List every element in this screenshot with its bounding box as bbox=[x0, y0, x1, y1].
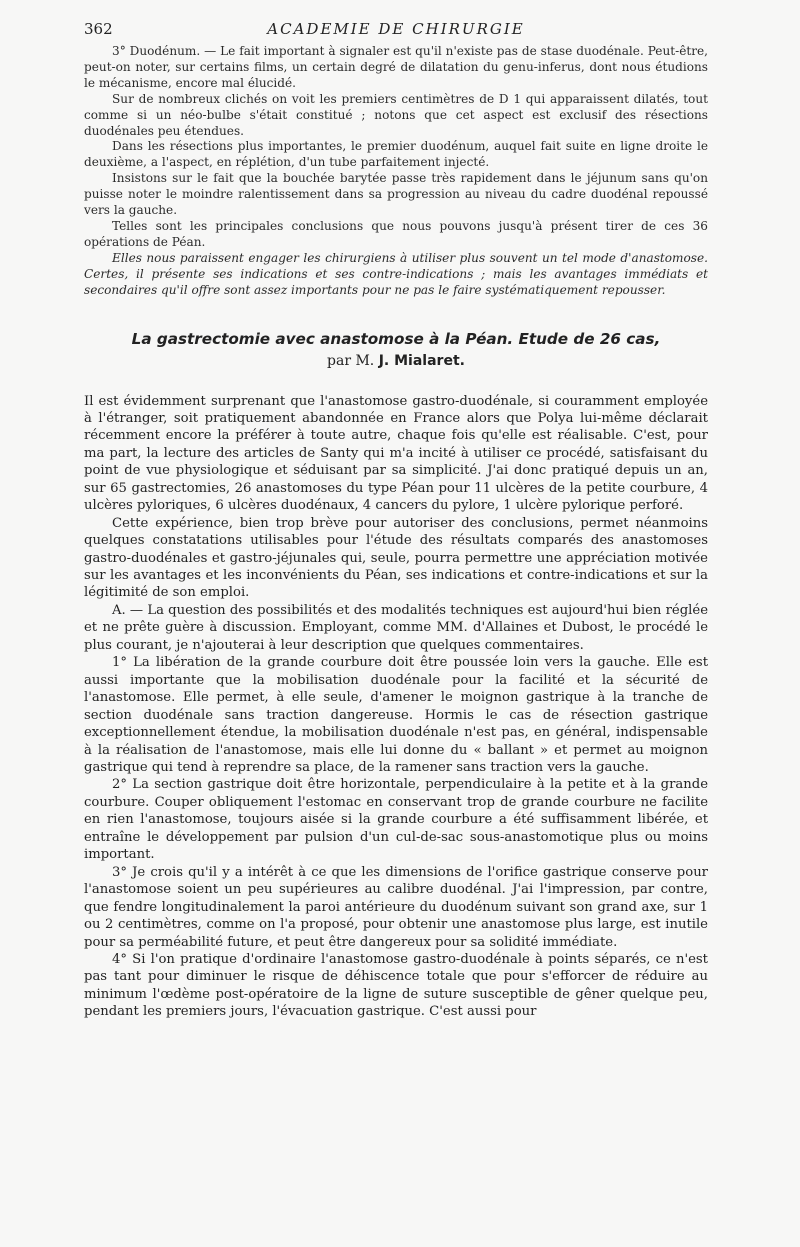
paragraph: 2° La section gastrique doit être horizontale, perpendiculaire à la petite et à la grande courbure. Couper obliquement l'estomac en conservant trop de grande courbure ne facilite en rien l'anastomose, toujours aisée si la grande courbure a été suffisamment libérée, et entraîne le développement par pulsion d'un cul-de-sac sous-anastomotique plus ou moins important. bbox=[84, 777, 708, 863]
article-body bbox=[84, 393, 708, 1021]
author-name: J. Mialaret. bbox=[378, 352, 465, 369]
article-title: La gastrectomie avec anastomose à la Péan. Etude de 26 cas, bbox=[131, 329, 661, 348]
paragraph: A. — La question des possibilités et des modalités techniques est aujourd'hui bien réglée et ne prête guère à discussion. Employant, comme MM. d'Allaines et Dubost, le procédé le plus courant, je n'ajouterai à leur description que quelques commentaires. bbox=[84, 602, 708, 653]
paragraph: Insistons sur le fait que la bouchée barytée passe très rapidement dans le jéjunum sans qu'on puisse noter le moindre ralentissement dans sa progression au niveau du cadre duodénal repoussé vers la gauche. bbox=[84, 171, 708, 218]
paragraph: 1° La libération de la grande courbure doit être poussée loin vers la gauche. Elle est aussi importante que la mobilisation duodénale pour la facilité et la sécurité de l'anastomose. Elle permet, à elle seule, d'amener le moignon gastrique à la tranche de section duodénale sans traction dangereuse. Hormis le cas de résection gastrique exceptionnellement étendue, la mobilisation duodénale n'est pas, en général, indispensable à la réalisation de l'anastomose, mais elle lui donne du « ballant » et permet au moignon gastrique qui tend à reprendre sa place, de la ramener sans traction vers la gauche. bbox=[84, 655, 708, 776]
byline bbox=[84, 351, 708, 371]
paragraph: 3° Je crois qu'il y a intérêt à ce que les dimensions de l'orifice gastrique conserve pour l'anastomose soient un peu supérieures au calibre duodénal. J'ai l'impression, par contre, que fendre longitudinalement la paroi antérieure du duodénum suivant son grand axe, sur 1 ou 2 centimètres, comme on l'a proposé, pour obtenir une anastomose plus large, est inutile pour sa perméabilité future, et peut être dangereux pour sa solidité immédiate. bbox=[84, 864, 708, 950]
previous-article-conclusion bbox=[84, 44, 708, 299]
journal-title: ACADEMIE DE CHIRURGIE bbox=[267, 20, 525, 38]
paragraph: 3° Duodénum. — Le fait important à signaler est qu'il n'existe pas de stase duodénale. Peut-être, peut-on noter, sur certains films, un certain degré de dilatation du genu-inferus, dont nous étudions le mécanisme, encore mal élucidé. bbox=[84, 44, 708, 90]
running-header bbox=[84, 14, 708, 44]
paragraph: Dans les résections plus importantes, le premier duodénum, auquel fait suite en ligne droite le deuxième, a l'aspect, en réplétion, d'un tube parfaitement injecté. bbox=[84, 139, 708, 170]
italic-conclusion-paragraph: Elles nous paraissent engager les chirurgiens à utiliser plus souvent un tel mode d'anastomose. Certes, il présente ses indications et ses contre-indications ; mais les avantages immédiats et secondaires qu'il offre sont assez importants pour ne pas le faire systématiquement repousser. bbox=[84, 250, 708, 297]
paragraph: Sur de nombreux clichés on voit les premiers centimètres de D 1 qui apparaissent dilatés, tout comme si un néo-bulbe s'était constitué ; notons que cet aspect est exclusif des résections duodénales peu étendues. bbox=[84, 91, 708, 138]
paragraph: Il est évidemment surprenant que l'anastomose gastro-duodénale, si couramment employée à l'étranger, soit pratiquement abandonnée en France alors que Polya lui-même déclarait récemment encore la préférer à toute autre, chaque fois qu'elle est réalisable. C'est, pour ma part, la lecture des articles de Santy qui m'a incité à utiliser ce procédé, satisfaisant du point de vue physiologique et séduisant par sa simplicité. J'ai donc pratiqué depuis un an, sur 65 gastrectomies, 26 anastomoses du type Péan pour 11 ulcères de la petite courbure, 4 ulcères pyloriques, 6 ulcères duodénaux, 4 cancers du pylore, 1 ulcère pylorique perforé. bbox=[84, 393, 708, 514]
paragraph: Cette expérience, bien trop brève pour autoriser des conclusions, permet néanmoins quelques constatations utilisables pour l'étude des résultats comparés des anastomoses gastro-duodénales et gastro-jéjunales qui, seule, pourra permettre une appréciation motivée sur les avantages et les inconvénients du Péan, ses indications et contre-indications et sur la légitimité de son emploi. bbox=[84, 515, 708, 601]
paragraph: 4° Si l'on pratique d'ordinaire l'anastomose gastro-duodénale à points séparés, ce n'est pas tant pour diminuer le risque de déhiscence totale que pour s'efforcer de réduire au minimum l'œdème post-opératoire de la ligne de suture susceptible de gêner quelque peu, pendant les premiers jours, l'évacuation gastrique. C'est aussi pour bbox=[84, 952, 708, 1020]
paragraph: Telles sont les principales conclusions que nous pouvons jusqu'à présent tirer de ces 36 opérations de Péan. bbox=[84, 218, 708, 249]
page-number: 362 bbox=[84, 20, 113, 38]
byline-prefix: par M. bbox=[327, 352, 375, 369]
